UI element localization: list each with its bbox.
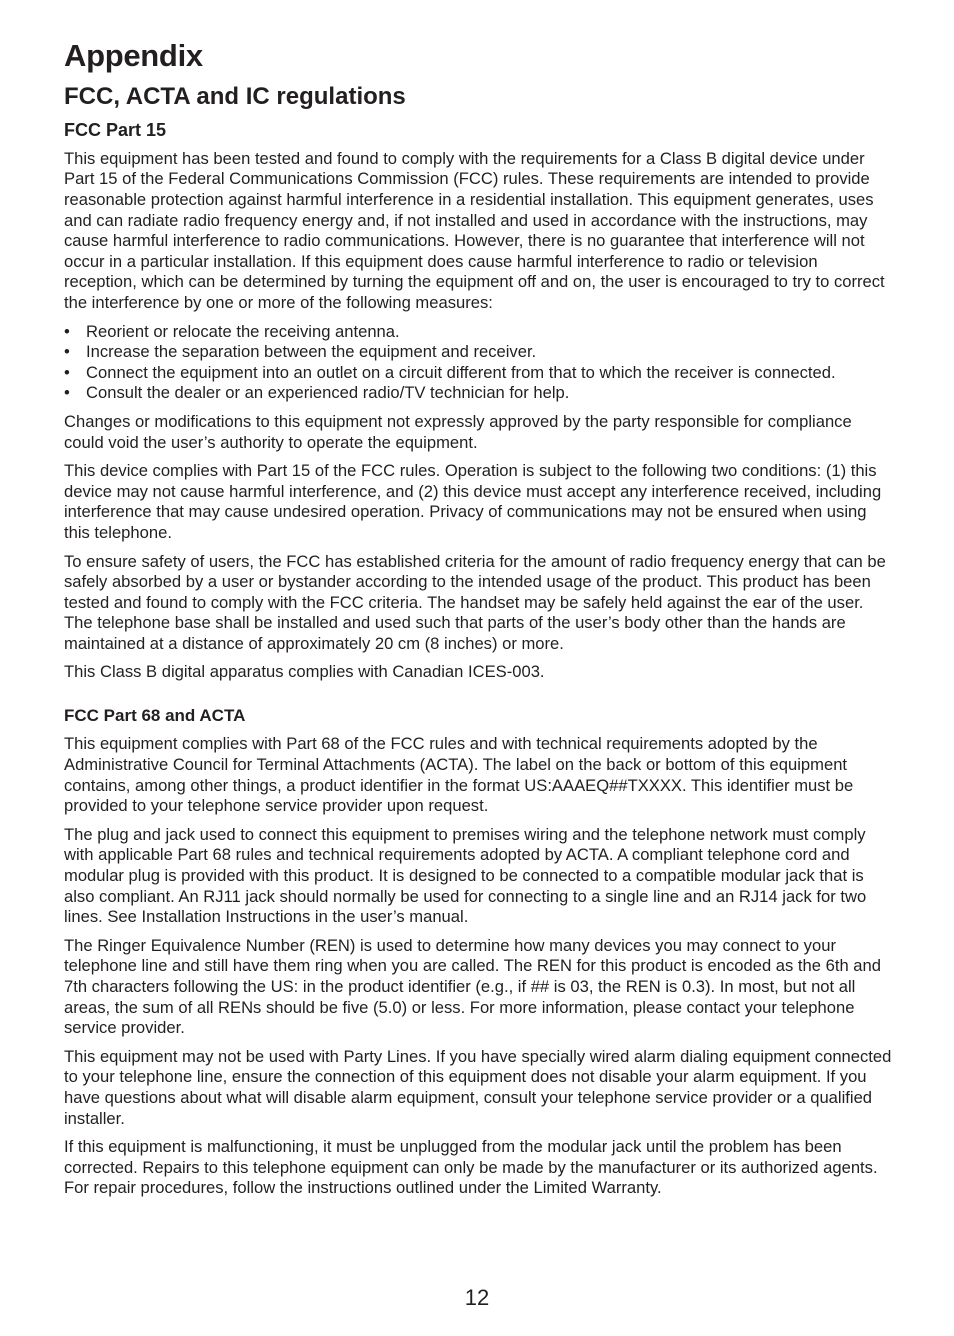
paragraph: The plug and jack used to connect this equipment to premises wiring and the telephone network must comply with applicable Part 68 rules and technical requirements adopted by ACTA. A compliant telephone cord and modular plug is provided with this product. It is designed to be connected to a compatible modular jack that is also compliant. An RJ11 jack should normally be used for connecting to a single line and an RJ14 jack for two lines. See Installation Instructions in the user’s manual.: [64, 824, 867, 927]
page-number: 12: [464, 1285, 490, 1310]
interference-measures-list: [64, 322, 894, 404]
paragraph: To ensure safety of users, the FCC has established criteria for the amount of radio frequency energy that can be safely absorbed by a user or bystander according to the intended usage of the product. This product has been tested and found to comply with the FCC criteria. The handset may be safely held against the ear of the user. The telephone base shall be installed and used such that parts of the user’s body other than the hands are maintained at a distance of approximately 20 cm (8 inches) or more.: [64, 551, 886, 653]
list-item: [64, 322, 894, 343]
bullet-icon: •: [64, 362, 70, 382]
section-title: FCC, ACTA and IC regulations: [64, 82, 406, 110]
list-item: [64, 342, 894, 363]
fcc-part-68-heading: FCC Part 68 and ACTA: [64, 706, 246, 726]
list-item: [64, 383, 894, 404]
paragraph: This device complies with Part 15 of the FCC rules. Operation is subject to the following two conditions: (1) this device may not cause harmful interference, and (2) this device must accept any interference received, including interference that may cause undesired operation. Privacy of communications may not be ensured when using this telephone.: [64, 461, 882, 542]
list-item-text: Reorient or relocate the receiving antenna.: [86, 321, 400, 341]
paragraph: This equipment may not be used with Party Lines. If you have specially wired alarm dialing equipment connected to your telephone line, ensure the connection of this equipment does not disable your alarm equipment. If you have questions about what will disable alarm equipment, consult your telephone service provider or a qualified installer.: [64, 1046, 892, 1128]
list-item-text: Connect the equipment into an outlet on a circuit different from that to which the receiver is connected.: [86, 362, 836, 382]
paragraph: If this equipment is malfunctioning, it must be unplugged from the modular jack until the problem has been corrected. Repairs to this telephone equipment can only be made by the manufacturer or its authorized agents. For repair procedures, follow the instructions outlined under the Limited Warranty.: [64, 1137, 878, 1198]
list-item-text: Consult the dealer or an experienced radio/TV technician for help.: [86, 383, 570, 403]
fcc-part-15-heading: FCC Part 15: [64, 120, 167, 141]
bullet-icon: •: [64, 321, 70, 341]
paragraph: Changes or modifications to this equipment not expressly approved by the party responsible for compliance could void the user’s authority to operate the equipment.: [64, 411, 852, 452]
list-item-text: Increase the separation between the equipment and receiver.: [86, 342, 537, 362]
fcc-part-15-intro: This equipment has been tested and found to comply with the requirements for a Class B digital device under Part 15 of the Federal Communications Commission (FCC) rules. These requirements are intended to provide reasonable protection against harmful interference in a residential installation. This equipment generates, uses and can radiate radio frequency energy and, if not installed and used in accordance with the instructions, may cause harmful interference to radio communications. However, there is no guarantee that interference will not occur in a particular installation. If this equipment does cause harmful interference to radio or television reception, which can be determined by turning the equipment off and on, the user is encouraged to try to correct the interference by one or more of the following measures:: [64, 148, 885, 312]
bullet-icon: •: [64, 383, 70, 403]
paragraph: The Ringer Equivalence Number (REN) is used to determine how many devices you may connect to your telephone line and still have them ring when you are called. The REN for this product is encoded as the 6th and 7th characters following the US: in the product identifier (e.g., if ## is 03, the REN is 0.3). In most, but not all areas, the sum of all RENs should be five (5.0) or less. For more information, please contact your telephone service provider.: [64, 935, 881, 1038]
paragraph: This equipment complies with Part 68 of the FCC rules and with technical requirements adopted by the Administrative Council for Terminal Attachments (ACTA). The label on the back or bottom of this equipment contains, among other things, a product identifier in the format US:AAAEQ##TXXXX. This identifier must be provided to your telephone service provider upon request.: [64, 734, 854, 816]
list-item: [64, 363, 894, 384]
page-title: Appendix: [64, 38, 203, 73]
paragraph: This Class B digital apparatus complies with Canadian ICES-003.: [64, 662, 545, 682]
bullet-icon: •: [64, 342, 70, 362]
document-page: [64, 38, 894, 1207]
